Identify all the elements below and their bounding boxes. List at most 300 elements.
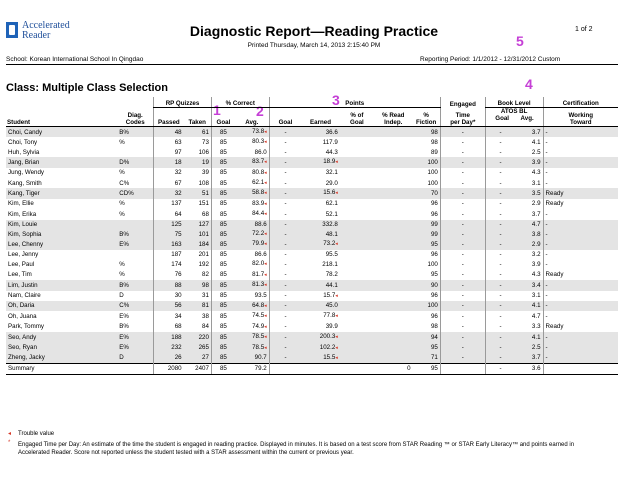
- cell-earned: [301, 259, 340, 269]
- legend-trouble: Trouble value: [18, 431, 55, 437]
- cell-goal-value: 85: [219, 292, 227, 299]
- cell-pread: [374, 168, 413, 178]
- table-row: [6, 157, 618, 167]
- cell-engaged: [440, 270, 485, 280]
- cell-earned-value: 52.1: [325, 210, 338, 218]
- cell-name: [6, 137, 117, 147]
- cell-blgoal: [485, 157, 515, 167]
- header-indep: Indep.: [384, 119, 403, 126]
- cell-name-value: Jang, Brian: [8, 158, 40, 166]
- cell-pofgoal: [340, 353, 374, 364]
- cell-blavg-value: 2.9: [531, 200, 541, 208]
- cell-pgoal-value: -: [284, 271, 287, 279]
- cell-avg-value: 64.8: [252, 301, 265, 309]
- cell-pofgoal: [340, 137, 374, 147]
- cell-taken-value: 82: [202, 271, 209, 279]
- cell-taken: [184, 280, 212, 290]
- cell-name: [6, 332, 117, 342]
- cell-pgoal: [269, 239, 301, 249]
- header-avg: Avg.: [235, 108, 269, 127]
- cell-cert: [543, 188, 618, 198]
- cell-pgoal-value: -: [284, 220, 287, 228]
- header-working-toward: [543, 108, 618, 127]
- cell-fiction: [413, 148, 441, 157]
- cell-passed: [154, 209, 184, 219]
- cell-pofgoal: [340, 229, 374, 239]
- cell-avg: [235, 311, 269, 321]
- cell-goal: [211, 148, 235, 157]
- cell-goal: [211, 137, 235, 147]
- cell-avg: [235, 343, 269, 353]
- cell-cert: [543, 280, 618, 290]
- cell-pgoal-value: -: [284, 189, 287, 197]
- cell-earned: [301, 322, 340, 332]
- cell-taken: [184, 332, 212, 342]
- cell-avg-value: 79.2: [254, 365, 267, 373]
- cell-passed-value: 67: [174, 179, 182, 187]
- cell-taken: [184, 301, 212, 311]
- cell-earned: [301, 270, 340, 280]
- cell-cert: [543, 127, 618, 138]
- cell-earned-value: 15.5: [323, 353, 336, 361]
- cell-engaged: [440, 322, 485, 332]
- cell-name-value: Huh, Sylvia: [8, 148, 40, 156]
- cell-blgoal: [485, 343, 515, 353]
- printed-date: Printed Thursday, March 14, 2013 2:15:40 PM: [247, 42, 381, 49]
- cell-blavg-value: 3.7: [531, 210, 541, 218]
- cell-goal: [211, 157, 235, 167]
- cell-blgoal-value: -: [499, 354, 502, 362]
- annotation-3: 3: [332, 92, 340, 108]
- cell-goal-value: 85: [219, 138, 227, 146]
- table-row: [6, 199, 618, 209]
- cell-taken: [184, 259, 212, 269]
- cell-passed: [154, 127, 184, 138]
- cell-earned: [301, 301, 340, 311]
- cell-pgoal-value: -: [284, 138, 287, 146]
- cell-pread: [374, 364, 413, 374]
- cell-cert: [543, 209, 618, 219]
- cell-blavg-value: 4.3: [531, 169, 541, 177]
- cell-earned: [301, 311, 340, 321]
- cell-earned: [301, 127, 340, 138]
- cell-goal: [211, 301, 235, 311]
- cell-engaged: [440, 343, 485, 353]
- cell-pread: [374, 239, 413, 249]
- cell-name-value: Zheng, Jacky: [8, 354, 45, 362]
- cell-engaged: [440, 148, 485, 157]
- cell-engaged-value: -: [461, 128, 464, 136]
- cell-name-value: Nam, Claire: [8, 292, 41, 299]
- cell-name: [6, 280, 117, 290]
- cell-pofgoal: [340, 168, 374, 178]
- cell-name-value: Oh, Daria: [8, 302, 35, 310]
- header-divider: [6, 64, 618, 65]
- school-name: School: Korean International School In Qingdao: [6, 56, 144, 63]
- cell-earned-value: 77.8: [323, 312, 336, 320]
- cell-goal-value: 85: [219, 200, 227, 208]
- cell-engaged: [440, 353, 485, 364]
- cell-codes: [117, 127, 153, 138]
- cell-fiction: [413, 353, 441, 364]
- cell-pofgoal: [340, 250, 374, 259]
- cell-fiction: [413, 322, 441, 332]
- table-row: [6, 259, 618, 269]
- cell-passed-value: 26: [174, 354, 182, 362]
- cell-earned-value: 332.8: [322, 220, 338, 228]
- cell-blgoal-value: -: [499, 292, 502, 299]
- cell-cert: [543, 137, 618, 147]
- cell-passed-value: 63: [174, 138, 182, 146]
- cell-goal: [211, 364, 235, 374]
- cell-pgoal: [269, 280, 301, 290]
- cell-engaged: [440, 259, 485, 269]
- cell-pgoal-value: -: [284, 179, 287, 187]
- section-title: Class: Multiple Class Selection: [6, 82, 168, 94]
- cell-goal: [211, 168, 235, 178]
- cell-avg-value: 83.7: [252, 158, 265, 166]
- trouble-icon: ◂: [264, 271, 267, 278]
- header-toward: Toward: [569, 119, 592, 126]
- trouble-icon: ◂: [264, 139, 267, 146]
- cell-pgoal-value: -: [284, 323, 287, 331]
- cell-blavg: [515, 178, 543, 188]
- cell-passed: [154, 178, 184, 188]
- cell-blavg: [515, 301, 543, 311]
- cell-pofgoal: [340, 178, 374, 188]
- cell-codes: [117, 259, 153, 269]
- cell-pgoal: [269, 322, 301, 332]
- cell-goal: [211, 239, 235, 249]
- cell-engaged-value: -: [461, 138, 464, 146]
- cell-engaged-value: -: [461, 281, 464, 289]
- header-engaged: Engaged: [440, 97, 485, 108]
- cell-blgoal: [485, 178, 515, 188]
- cell-blavg: [515, 322, 543, 332]
- cell-engaged-value: -: [461, 158, 464, 166]
- cell-avg-value: 81.7: [252, 270, 265, 278]
- cell-taken: [184, 220, 212, 229]
- cell-taken: [184, 229, 212, 239]
- cell-goal-value: 85: [219, 128, 227, 136]
- table-row: [6, 280, 618, 290]
- page-number: 1 of 2: [575, 26, 593, 33]
- cell-blgoal-value: -: [499, 220, 502, 228]
- cell-pgoal: [269, 199, 301, 209]
- cell-codes-value: D: [119, 354, 124, 362]
- cell-earned-value: 44.1: [325, 281, 338, 289]
- cell-earned-value: 102.2: [319, 343, 336, 351]
- cell-cert: [543, 148, 618, 157]
- cell-pofgoal: [340, 332, 374, 342]
- header-book-level: Book Level: [485, 97, 543, 108]
- cell-blavg: [515, 270, 543, 280]
- cell-avg: [235, 364, 269, 374]
- cell-blavg-value: 3.9: [531, 158, 541, 166]
- cell-taken: [184, 199, 212, 209]
- cell-goal-value: 85: [219, 169, 227, 177]
- cell-engaged: [440, 137, 485, 147]
- trouble-icon: ◂: [264, 190, 267, 197]
- cell-cert-value: -: [545, 344, 548, 352]
- cell-pgoal-value: -: [284, 240, 287, 248]
- cell-name: [6, 209, 117, 219]
- cell-blavg: [515, 209, 543, 219]
- cell-pofgoal: [340, 148, 374, 157]
- table-row: [6, 311, 618, 321]
- cell-engaged: [440, 364, 485, 374]
- cell-codes: [117, 239, 153, 249]
- cell-pgoal: [269, 148, 301, 157]
- cell-blgoal: [485, 168, 515, 178]
- cell-avg: [235, 301, 269, 311]
- cell-codes: [117, 311, 153, 321]
- cell-cert: [543, 301, 618, 311]
- cell-cert: [543, 291, 618, 301]
- cell-taken: [184, 353, 212, 364]
- cell-blavg-value: 4.1: [531, 302, 541, 310]
- cell-pgoal: [269, 270, 301, 280]
- cell-goal-value: 85: [219, 158, 227, 166]
- cell-fiction: [413, 250, 441, 259]
- cell-avg-value: 81.3: [252, 281, 265, 289]
- cell-blavg: [515, 168, 543, 178]
- asterisk-icon: *: [8, 440, 11, 446]
- cell-avg-value: 74.5: [252, 312, 265, 320]
- cell-earned: [301, 332, 340, 342]
- trouble-icon: ◂: [335, 292, 338, 299]
- table-row: [6, 301, 618, 311]
- cell-blavg: [515, 137, 543, 147]
- cell-pread: [374, 259, 413, 269]
- cell-blgoal-value: -: [499, 138, 502, 146]
- cell-name: [6, 229, 117, 239]
- cell-earned: [301, 148, 340, 157]
- cell-cert-value: -: [545, 138, 548, 146]
- cell-taken-value: 108: [198, 179, 209, 187]
- header-pct-of: % of: [350, 112, 364, 119]
- cell-blavg-value: 4.1: [531, 333, 541, 341]
- cell-codes: [117, 199, 153, 209]
- cell-pread: [374, 127, 413, 138]
- cell-taken: [184, 364, 212, 374]
- cell-avg: [235, 229, 269, 239]
- cell-blavg-value: 4.1: [531, 138, 541, 146]
- cell-pread: [374, 353, 413, 364]
- cell-pread: [374, 199, 413, 209]
- cell-name-value: Summary: [8, 365, 35, 373]
- cell-earned: [301, 280, 340, 290]
- cell-earned-value: 95.5: [325, 250, 338, 258]
- cell-fiction-value: 100: [427, 179, 438, 187]
- cell-taken-value: 68: [202, 210, 209, 218]
- cell-avg: [235, 188, 269, 198]
- cell-taken-value: 81: [202, 302, 209, 310]
- cell-fiction: [413, 168, 441, 178]
- cell-cert-value: -: [545, 240, 548, 248]
- cell-pgoal-value: -: [284, 230, 287, 238]
- cell-pofgoal: [340, 301, 374, 311]
- cell-goal: [211, 199, 235, 209]
- header-bl-goal: Goal: [495, 115, 510, 122]
- cell-taken: [184, 188, 212, 198]
- cell-blavg-value: 4.3: [531, 271, 541, 279]
- cell-avg: [235, 127, 269, 138]
- cell-pgoal-value: -: [284, 344, 287, 352]
- cell-taken-value: 98: [202, 281, 209, 289]
- table-row: [6, 178, 618, 188]
- table-row: [6, 220, 618, 229]
- cell-blgoal: [485, 250, 515, 259]
- cell-pgoal-value: -: [284, 333, 287, 341]
- cell-avg-value: 83.9: [252, 199, 265, 207]
- cell-name: [6, 239, 117, 249]
- trouble-icon: ◂: [335, 159, 338, 166]
- trouble-icon: ◂: [264, 211, 267, 218]
- cell-passed: [154, 270, 184, 280]
- cell-fiction: [413, 137, 441, 147]
- trouble-icon: ◂: [335, 334, 338, 341]
- cell-taken: [184, 209, 212, 219]
- cell-avg-value: 80.8: [252, 168, 265, 176]
- table-row: [6, 168, 618, 178]
- trouble-icon: ◂: [264, 282, 267, 289]
- cell-pgoal: [269, 178, 301, 188]
- cell-blgoal-value: -: [499, 260, 502, 268]
- cell-cert: [543, 311, 618, 321]
- cell-pgoal-value: -: [284, 148, 287, 156]
- cell-name-value: Lee, Chenny: [8, 240, 44, 248]
- cell-goal: [211, 127, 235, 138]
- cell-fiction-value: 98: [430, 138, 438, 146]
- cell-passed: [154, 137, 184, 147]
- cell-pgoal-value: -: [284, 292, 287, 299]
- cell-passed-value: 174: [171, 260, 182, 268]
- cell-fiction-value: 96: [430, 292, 438, 299]
- cell-fiction-value: 95: [430, 240, 438, 248]
- cell-goal: [211, 322, 235, 332]
- cell-cert-value: -: [545, 220, 548, 228]
- table-row: [6, 148, 618, 157]
- cell-passed-value: 97: [174, 148, 182, 156]
- header-taken: Taken: [184, 108, 212, 127]
- cell-codes: [117, 343, 153, 353]
- cell-blavg: [515, 343, 543, 353]
- table-row: [6, 322, 618, 332]
- cell-engaged-value: -: [461, 271, 464, 279]
- cell-pofgoal: [340, 343, 374, 353]
- header-pct-correct: % Correct: [211, 97, 269, 108]
- cell-pofgoal: [340, 259, 374, 269]
- cell-earned: [301, 229, 340, 239]
- cell-goal: [211, 270, 235, 280]
- cell-codes: [117, 280, 153, 290]
- cell-blavg-value: 3.7: [531, 354, 541, 362]
- cell-name: [6, 199, 117, 209]
- cell-blgoal-value: -: [499, 200, 502, 208]
- cell-passed: [154, 168, 184, 178]
- cell-name-value: Lee, Paul: [8, 260, 35, 268]
- cell-pgoal: [269, 229, 301, 239]
- cell-pread: [374, 157, 413, 167]
- cell-passed: [154, 301, 184, 311]
- cell-name-value: Lee, Jenny: [8, 250, 39, 258]
- cell-goal-value: 85: [219, 312, 227, 320]
- cell-blgoal-value: -: [499, 148, 502, 156]
- cell-engaged: [440, 188, 485, 198]
- trouble-icon: ◂: [264, 313, 267, 320]
- header-earned: Earned: [301, 108, 340, 127]
- cell-avg: [235, 322, 269, 332]
- cell-taken: [184, 178, 212, 188]
- cell-codes: [117, 178, 153, 188]
- cell-fiction-value: 100: [427, 260, 438, 268]
- cell-name-value: Kang, Tiger: [8, 189, 40, 197]
- cell-pgoal-value: -: [284, 169, 287, 177]
- cell-codes-value: D%: [119, 158, 130, 166]
- cell-blavg-value: 2.5: [531, 344, 541, 352]
- cell-engaged-value: -: [461, 169, 464, 177]
- cell-blgoal: [485, 188, 515, 198]
- cell-passed: [154, 332, 184, 342]
- cell-avg-value: 58.8: [252, 189, 265, 197]
- header-time-per-day: Time per Day*: [440, 108, 485, 127]
- cell-name-value: Choi, Tony: [8, 138, 38, 146]
- cell-blgoal: [485, 127, 515, 138]
- cell-passed: [154, 280, 184, 290]
- cell-taken-value: 184: [198, 240, 209, 248]
- cell-earned-value: 15.7: [323, 291, 336, 299]
- trouble-icon: ◂: [335, 344, 338, 351]
- cell-pofgoal: [340, 291, 374, 301]
- cell-goal-value: 85: [219, 220, 227, 228]
- table-row: [6, 343, 618, 353]
- cell-blavg-value: 3.4: [531, 281, 541, 289]
- cell-cert-value: Ready: [545, 200, 564, 208]
- cell-cert: [543, 168, 618, 178]
- cell-codes-value: %: [119, 169, 125, 177]
- cell-earned-value: 29.0: [325, 179, 338, 187]
- cell-pofgoal: [340, 220, 374, 229]
- cell-pgoal: [269, 209, 301, 219]
- cell-taken-value: 61: [202, 128, 209, 136]
- cell-codes-value: B%: [119, 128, 129, 136]
- cell-passed: [154, 291, 184, 301]
- cell-fiction-value: 98: [430, 323, 438, 331]
- cell-fiction-value: 90: [430, 281, 438, 289]
- cell-name: [6, 157, 117, 167]
- cell-blgoal: [485, 148, 515, 157]
- header-working: Working: [568, 112, 594, 119]
- cell-pgoal-value: -: [284, 158, 287, 166]
- legend-engaged-note: Engaged Time per Day: An estimate of the time the student is engaged in reading practice. Displayed in minutes. It is based on a test score from STAR Reading ™ or STAR Early Literacy™ and points earned in Accelerated Reader. Score not reported unless the student tested with a STAR assessment within the current or previous year.: [18, 442, 575, 456]
- cell-blavg: [515, 148, 543, 157]
- cell-earned-value: 39.9: [325, 323, 338, 331]
- cell-avg: [235, 148, 269, 157]
- cell-blavg-value: 2.5: [531, 148, 541, 156]
- header-points-goal: Goal: [269, 108, 301, 127]
- cell-blavg: [515, 127, 543, 138]
- cell-blgoal-value: -: [499, 169, 502, 177]
- cell-cert-value: -: [545, 292, 548, 299]
- cell-pread-value: 0: [407, 365, 411, 373]
- cell-passed-value: 76: [174, 271, 182, 279]
- header-pct-of-goal: [340, 108, 374, 127]
- summary-row: [6, 364, 618, 374]
- cell-engaged-value: -: [461, 344, 464, 352]
- trouble-icon: ◂: [264, 344, 267, 351]
- trouble-icon: ◂: [264, 261, 267, 268]
